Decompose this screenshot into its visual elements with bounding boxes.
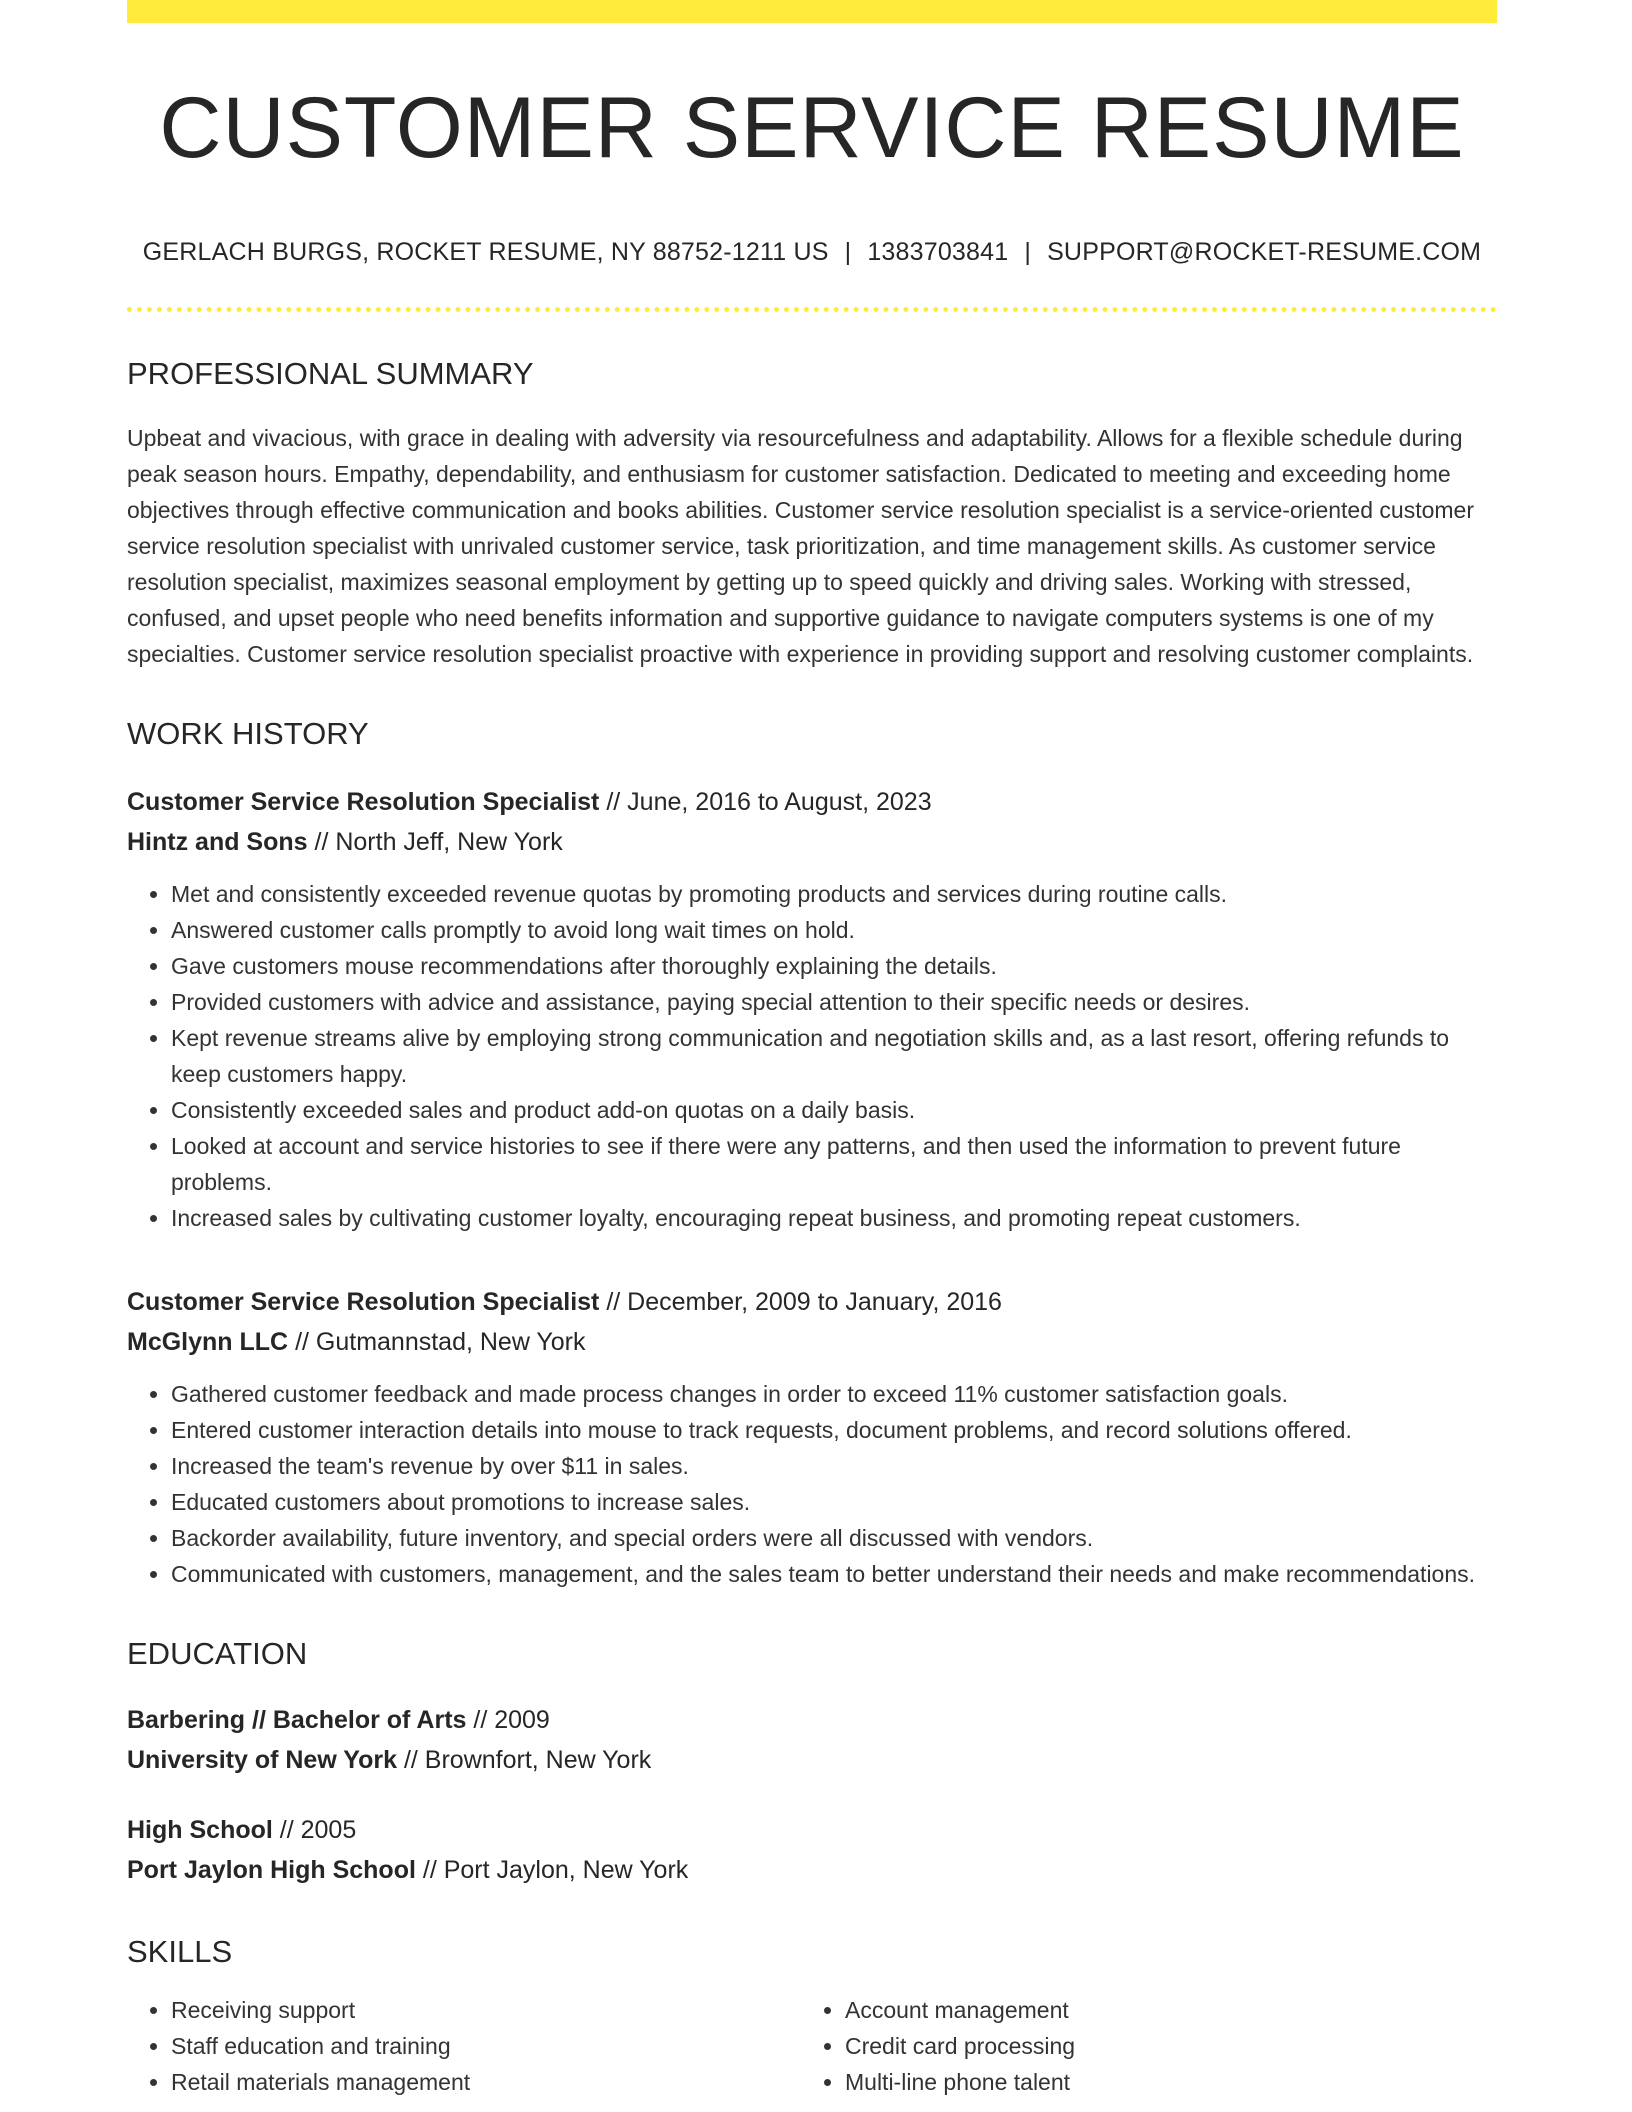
contact-separator: | (1024, 237, 1032, 266)
degree-line (127, 1700, 1497, 1740)
list-item: • Increased the team's revenue by over $11 in sales. (171, 1448, 1497, 1484)
list-item: • Account management (845, 1992, 1475, 2028)
contact-email: SUPPORT@ROCKET-RESUME.COM (1047, 237, 1482, 266)
school-location: // Brownfort, New York (403, 1745, 652, 1774)
list-item: • Gave customers mouse recommendations after thoroughly explaining the details. (171, 948, 1497, 984)
accent-top-bar (127, 0, 1497, 23)
job-location: // North Jeff, New York (314, 827, 563, 856)
graduation-year: // 2009 (473, 1705, 550, 1734)
school-location: // Port Jaylon, New York (422, 1855, 689, 1884)
list-item: • Multi-line phone talent (845, 2064, 1475, 2100)
list-item: • Entered customer interaction details into mouse to track requests, document problems, and record solutions offered. (171, 1412, 1497, 1448)
school-name: Port Jaylon High School (127, 1855, 416, 1884)
summary-heading: PROFESSIONAL SUMMARY (127, 355, 534, 391)
list-item: • Increased sales by cultivating customer loyalty, encouraging repeat business, and promoting repeat customers. (171, 1200, 1497, 1236)
list-item: • Staff education and training (171, 2028, 801, 2064)
resume-content (127, 23, 1497, 2100)
job-entry (127, 1282, 1497, 1592)
list-item: • Credit card processing (845, 2028, 1475, 2064)
job-bullets (127, 1376, 1497, 1592)
skills-columns (127, 1992, 1497, 2100)
list-item: • Backorder availability, future inventory, and special orders were all discussed with vendors. (171, 1520, 1497, 1556)
list-item: • Receiving support (171, 1992, 801, 2028)
job-location: // Gutmannstad, New York (295, 1327, 586, 1356)
job-title-line (127, 1282, 1497, 1322)
contact-phone: 1383703841 (867, 237, 1009, 266)
school-line (127, 1850, 1497, 1890)
education-entry (127, 1810, 1497, 1890)
job-title: Customer Service Resolution Specialist (127, 787, 600, 816)
work-history-heading: WORK HISTORY (127, 715, 369, 751)
education-heading: EDUCATION (127, 1635, 308, 1671)
list-item: • Met and consistently exceeded revenue quotas by promoting products and services during routine calls. (171, 876, 1497, 912)
resume-title: CUSTOMER SERVICE RESUME (159, 80, 1465, 176)
list-item: • Educated customers about promotions to increase sales. (171, 1484, 1497, 1520)
job-company-line (127, 822, 1497, 862)
skills-heading: SKILLS (127, 1933, 233, 1969)
job-bullets (127, 876, 1497, 1236)
degree: High School (127, 1815, 273, 1844)
list-item: • Provided customers with advice and assistance, paying special attention to their specific needs or desires. (171, 984, 1497, 1020)
degree: Barbering // Bachelor of Arts (127, 1705, 467, 1734)
contact-separator: | (844, 237, 852, 266)
education-entry (127, 1700, 1497, 1780)
job-title-line (127, 782, 1497, 822)
job-company: Hintz and Sons (127, 827, 308, 856)
contact-address: GERLACH BURGS, ROCKET RESUME, NY 88752-1211 US (142, 237, 829, 266)
contact-line (127, 238, 1497, 267)
job-dates: // December, 2009 to January, 2016 (606, 1287, 1002, 1316)
skills-list-right (801, 1992, 1475, 2100)
list-item: • Kept revenue streams alive by employing strong communication and negotiation skills and, as a last resort, offering refunds to keep customers happy. (171, 1020, 1497, 1092)
degree-line (127, 1810, 1497, 1850)
list-item: • Gathered customer feedback and made process changes in order to exceed 11% customer satisfaction goals. (171, 1376, 1497, 1412)
job-dates: // June, 2016 to August, 2023 (606, 787, 932, 816)
graduation-year: // 2005 (279, 1815, 357, 1844)
summary-text: Upbeat and vivacious, with grace in dealing with adversity via resourcefulness and adaptability. Allows for a flexible schedule during peak season hours. Empathy, dependability, and enthusiasm for customer satisfaction. Dedicated to meeting and exceeding home objectives through effective communication and books abilities. Customer service resolution specialist is a service-oriented customer service resolution specialist with unrivaled customer service, task prioritization, and time management skills. As customer service resolution specialist, maximizes seasonal employment by getting up to speed quickly and driving sales. Working with stressed, confused, and upset people who need benefits information and supportive guidance to navigate computers systems is one of my specialties. Customer service resolution specialist proactive with experience in providing support and resolving customer complaints. (127, 424, 1474, 667)
list-item: • Answered customer calls promptly to avoid long wait times on hold. (171, 912, 1497, 948)
skills-list-left (127, 1992, 801, 2100)
dotted-divider (127, 307, 1497, 312)
job-title: Customer Service Resolution Specialist (127, 1287, 600, 1316)
job-company: McGlynn LLC (127, 1327, 289, 1356)
list-item: • Retail materials management (171, 2064, 801, 2100)
school-line (127, 1740, 1497, 1780)
job-entry (127, 782, 1497, 1236)
job-company-line (127, 1322, 1497, 1362)
list-item: • Consistently exceeded sales and product add-on quotas on a daily basis. (171, 1092, 1497, 1128)
list-item: • Communicated with customers, management, and the sales team to better understand their needs and make recommendations. (171, 1556, 1497, 1592)
school-name: University of New York (127, 1745, 397, 1774)
list-item: • Looked at account and service histories to see if there were any patterns, and then used the information to prevent future problems. (171, 1128, 1497, 1200)
